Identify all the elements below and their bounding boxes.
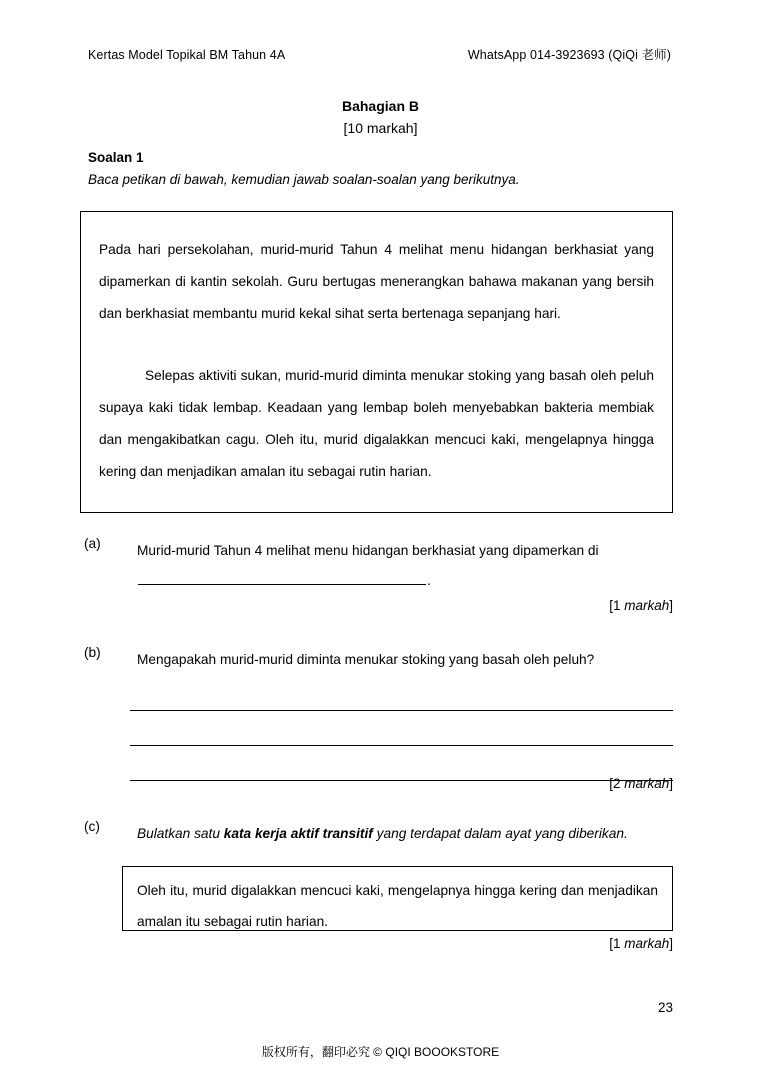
passage-box [80,211,673,513]
question-a-text: Murid-murid Tahun 4 melihat menu hidangan berkhasiat yang dipamerkan di [137,543,599,558]
question-a-body [137,536,673,596]
footer-copyright: 版权所有，翻印必究 © QIQI BOOOKSTORE [261,1045,500,1059]
question-c-letter: (c) [84,819,100,834]
page-number: 23 [657,1000,673,1015]
header-right-contact: WhatsApp 014-3923693 (QiQi 老师) [467,48,671,62]
header-left-text: Kertas Model Topikal BM Tahun 4A [88,48,286,62]
question-a-answer-blank[interactable] [138,569,426,585]
passage-paragraph-2: Selepas aktiviti sukan, murid-murid diminta menukar stoking yang basah oleh peluh supaya kaki tidak lembap. Keadaan yang lembap boleh menyebabkan bakteria membiak dan mengakibatkan cagu. Oleh itu, murid digalakkan mencuci kaki, mengelapnya hingga kering dan menjadikan amalan itu sebagai rutin harian. [99,368,654,479]
marks-word: markah [624,776,670,791]
question-b-answer-line-2[interactable] [130,745,673,746]
question-b-answer-line-3[interactable] [130,780,673,781]
question-set-label: Soalan 1 [88,150,144,165]
page-header [88,45,673,63]
question-c-text-1: Bulatkan satu [137,826,224,841]
question-c-quote-box [122,866,673,931]
question-c-marks: [1 markah] [609,936,673,951]
section-title: Bahagian B [341,98,419,114]
question-c-quoted-sentence: Oleh itu, murid digalakkan mencuci kaki, mengelapnya hingga kering dan menjadikan amalan itu sebagai rutin harian. [137,883,658,929]
question-b-answer-line-1[interactable] [130,710,673,711]
passage-paragraph-1: Pada hari persekolahan, murid-murid Tahun 4 melihat menu hidangan berkhasiat yang dipamerkan di kantin sekolah. Guru bertugas menerangkan bahawa makanan yang bersih dan berkhasiat membantu murid kekal sihat serta bertenaga sepanjang hari. [99,242,654,321]
question-b-letter: (b) [84,645,101,660]
question-c-text-emphasis: kata kerja aktif transitif [223,826,373,841]
question-a-letter: (a) [84,536,101,551]
marks-word: markah [624,598,670,613]
question-b-body: Mengapakah murid-murid diminta menukar stoking yang basah oleh peluh? [137,652,595,667]
question-c-quote-content [123,867,672,937]
question-a-marks: [1 markah] [609,598,673,613]
question-a-text-end: . [427,573,431,588]
question-c-text-2: yang terdapat dalam ayat yang diberikan. [372,826,628,841]
passage-content [81,212,672,488]
question-b-marks: [2 markah] [609,776,673,791]
question-set-instruction: Baca petikan di bawah, kemudian jawab soalan-soalan yang berikutnya. [88,172,520,187]
marks-word: markah [624,936,670,951]
question-c-body [137,819,673,849]
section-marks: [10 markah] [343,120,418,136]
